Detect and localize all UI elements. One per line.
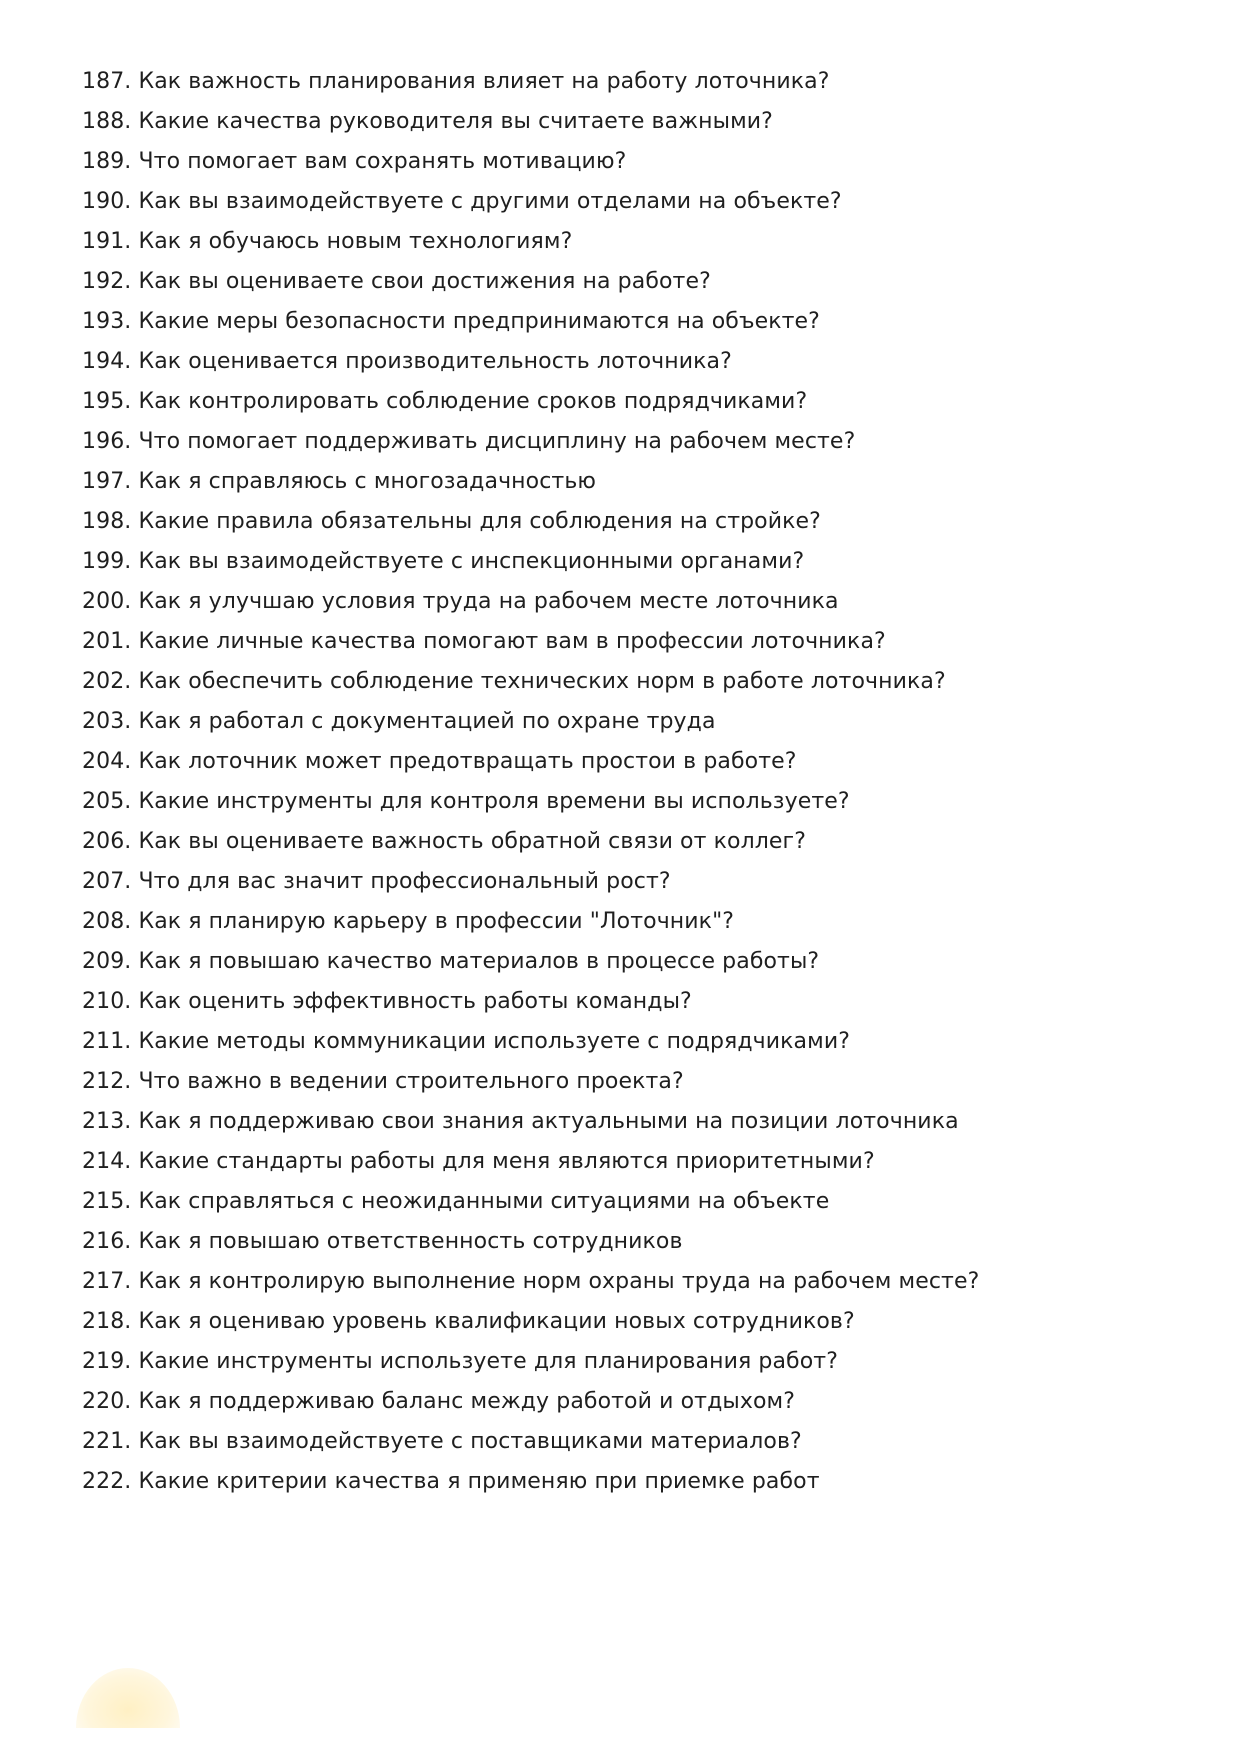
list-item: 206. Как вы оцениваете важность обратной связи от коллег? [82,829,806,854]
list-item: 211. Какие методы коммуникации используете с подрядчиками? [82,1029,851,1054]
list-item: 201. Какие личные качества помогают вам в профессии лоточника? [82,629,886,654]
list-item: 208. Как я планирую карьеру в профессии "Лоточник"? [82,909,735,934]
list-item: 222. Какие критерии качества я применяю при приемке работ [82,1469,820,1494]
list-item: 202. Как обеспечить соблюдение технических норм в работе лоточника? [82,669,946,694]
list-item: 210. Как оценить эффективность работы команды? [82,989,692,1014]
list-item: 187. Как важность планирования влияет на работу лоточника? [82,69,830,94]
list-item: 204. Как лоточник может предотвращать простои в работе? [82,749,797,774]
list-item: 205. Какие инструменты для контроля времени вы используете? [82,789,850,814]
list-item: 219. Какие инструменты используете для планирования работ? [82,1349,838,1374]
list-item: 209. Как я повышаю качество материалов в процессе работы? [82,949,820,974]
list-item: 192. Как вы оцениваете свои достижения на работе? [82,269,711,294]
list-item: 194. Как оценивается производительность лоточника? [82,349,732,374]
list-item: 193. Какие меры безопасности предпринимаются на объекте? [82,309,820,334]
list-item: 199. Как вы взаимодействуете с инспекционными органами? [82,549,805,574]
list-item: 214. Какие стандарты работы для меня являются приоритетными? [82,1149,875,1174]
list-item: 200. Как я улучшаю условия труда на рабочем месте лоточника [82,589,839,614]
list-item: 191. Как я обучаюсь новым технологиям? [82,229,573,254]
list-item: 198. Какие правила обязательны для соблюдения на стройке? [82,509,821,534]
list-item: 212. Что важно в ведении строительного проекта? [82,1069,684,1094]
list-item: 217. Как я контролирую выполнение норм охраны труда на рабочем месте? [82,1269,980,1294]
list-item: 189. Что помогает вам сохранять мотивацию? [82,149,627,174]
list-item: 207. Что для вас значит профессиональный рост? [82,869,671,894]
question-list [82,62,1162,1502]
list-item: 197. Как я справляюсь с многозадачностью [82,469,597,494]
list-item: 188. Какие качества руководителя вы считаете важными? [82,109,773,134]
list-item: 196. Что помогает поддерживать дисциплину на рабочем месте? [82,429,856,454]
list-item: 195. Как контролировать соблюдение сроков подрядчиками? [82,389,808,414]
list-item: 190. Как вы взаимодействуете с другими отделами на объекте? [82,189,842,214]
list-item: 218. Как я оцениваю уровень квалификации новых сотрудников? [82,1309,855,1334]
list-item: 213. Как я поддерживаю свои знания актуальными на позиции лоточника [82,1109,959,1134]
list-item: 221. Как вы взаимодействуете с поставщиками материалов? [82,1429,802,1454]
list-item: 215. Как справляться с неожиданными ситуациями на объекте [82,1189,830,1214]
decorative-highlight [76,1668,180,1728]
list-item: 220. Как я поддерживаю баланс между работой и отдыхом? [82,1389,796,1414]
list-item: 203. Как я работал с документацией по охране труда [82,709,716,734]
list-item: 216. Как я повышаю ответственность сотрудников [82,1229,683,1254]
